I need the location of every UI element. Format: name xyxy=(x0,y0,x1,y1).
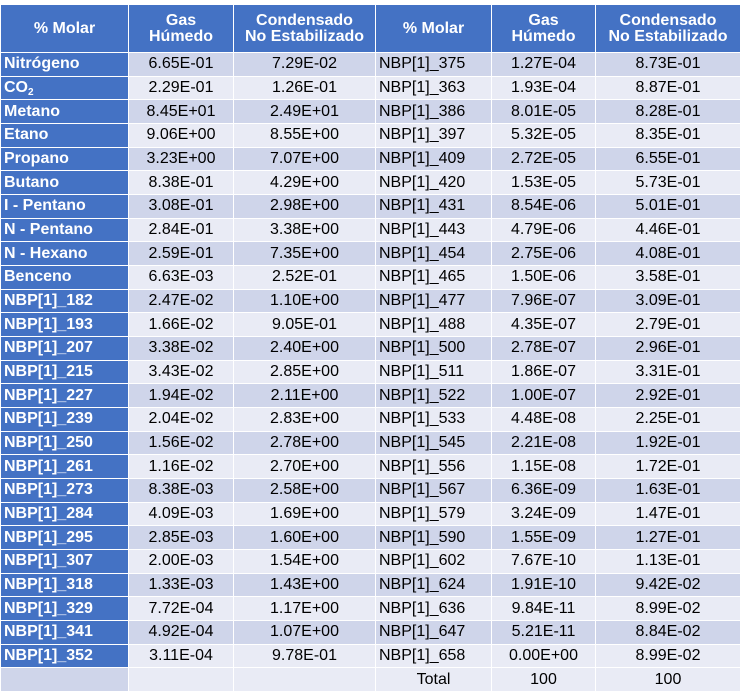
component-right: NBP[1]_567 xyxy=(376,479,492,503)
component-left: Benceno xyxy=(1,266,129,290)
gas-left: 3.38E-02 xyxy=(129,337,234,361)
table-row xyxy=(1,502,741,526)
condensado-right: 8.73E-01 xyxy=(596,53,741,77)
component-right: NBP[1]_409 xyxy=(376,147,492,171)
table-row xyxy=(1,455,741,479)
condensado-right: 1.47E-01 xyxy=(596,502,741,526)
gas-left: 3.11E-04 xyxy=(129,644,234,668)
component-left: NBP[1]_284 xyxy=(1,502,129,526)
condensado-right: 2.25E-01 xyxy=(596,408,741,432)
component-left: Etano xyxy=(1,124,129,148)
gas-left: 7.72E-04 xyxy=(129,597,234,621)
gas-left: 2.85E-03 xyxy=(129,526,234,550)
gas-right: 1.15E-08 xyxy=(492,455,596,479)
table-row xyxy=(1,289,741,313)
gas-left: 1.56E-02 xyxy=(129,431,234,455)
header-molar-left: % Molar xyxy=(1,5,129,53)
gas-right: 1.55E-09 xyxy=(492,526,596,550)
condensado-right: 2.79E-01 xyxy=(596,313,741,337)
component-right: NBP[1]_602 xyxy=(376,550,492,574)
condensado-right: 3.31E-01 xyxy=(596,360,741,384)
condensado-left: 1.07E+00 xyxy=(234,621,376,645)
condensado-right: 1.92E-01 xyxy=(596,431,741,455)
gas-right: 8.54E-06 xyxy=(492,195,596,219)
component-right: NBP[1]_363 xyxy=(376,76,492,100)
table-row xyxy=(1,644,741,668)
condensado-left: 2.83E+00 xyxy=(234,408,376,432)
condensado-right: 1.27E-01 xyxy=(596,526,741,550)
gas-right: 4.35E-07 xyxy=(492,313,596,337)
component-right: NBP[1]_465 xyxy=(376,266,492,290)
table-row xyxy=(1,360,741,384)
condensado-right: 4.08E-01 xyxy=(596,242,741,266)
table-row xyxy=(1,573,741,597)
component-right: NBP[1]_522 xyxy=(376,384,492,408)
gas-right: 1.93E-04 xyxy=(492,76,596,100)
condensado-right: 3.09E-01 xyxy=(596,289,741,313)
condensado-right: 8.84E-02 xyxy=(596,621,741,645)
condensado-right: 2.92E-01 xyxy=(596,384,741,408)
component-left: NBP[1]_193 xyxy=(1,313,129,337)
condensado-left: 9.05E-01 xyxy=(234,313,376,337)
component-right: NBP[1]_500 xyxy=(376,337,492,361)
condensado-right: 8.28E-01 xyxy=(596,100,741,124)
gas-right: 4.79E-06 xyxy=(492,218,596,242)
component-right: NBP[1]_590 xyxy=(376,526,492,550)
component-right: NBP[1]_488 xyxy=(376,313,492,337)
condensado-left: 1.17E+00 xyxy=(234,597,376,621)
gas-right: 1.53E-05 xyxy=(492,171,596,195)
component-left: NBP[1]_307 xyxy=(1,550,129,574)
condensado-left: 1.54E+00 xyxy=(234,550,376,574)
table-row xyxy=(1,124,741,148)
condensado-left: 1.69E+00 xyxy=(234,502,376,526)
total-label: Total xyxy=(376,668,492,692)
gas-right: 7.67E-10 xyxy=(492,550,596,574)
condensado-left: 2.70E+00 xyxy=(234,455,376,479)
gas-left: 4.09E-03 xyxy=(129,502,234,526)
gas-right: 1.50E-06 xyxy=(492,266,596,290)
total-blank-3 xyxy=(234,668,376,692)
condensado-right: 4.46E-01 xyxy=(596,218,741,242)
table-row xyxy=(1,408,741,432)
component-right: NBP[1]_658 xyxy=(376,644,492,668)
co2-subscript: 2 xyxy=(28,87,34,98)
gas-right: 3.24E-09 xyxy=(492,502,596,526)
table-row xyxy=(1,171,741,195)
table-row xyxy=(1,266,741,290)
condensado-right: 8.35E-01 xyxy=(596,124,741,148)
condensado-left: 2.58E+00 xyxy=(234,479,376,503)
table-body xyxy=(1,53,741,692)
total-row xyxy=(1,668,741,692)
gas-left: 2.59E-01 xyxy=(129,242,234,266)
component-left: Nitrógeno xyxy=(1,53,129,77)
table-row xyxy=(1,195,741,219)
condensado-left: 2.98E+00 xyxy=(234,195,376,219)
component-right: NBP[1]_397 xyxy=(376,124,492,148)
gas-right: 0.00E+00 xyxy=(492,644,596,668)
gas-left: 3.43E-02 xyxy=(129,360,234,384)
condensado-right: 9.42E-02 xyxy=(596,573,741,597)
condensado-left: 1.60E+00 xyxy=(234,526,376,550)
gas-right: 4.48E-08 xyxy=(492,408,596,432)
condensado-left: 2.11E+00 xyxy=(234,384,376,408)
component-right: NBP[1]_431 xyxy=(376,195,492,219)
gas-left: 4.92E-04 xyxy=(129,621,234,645)
condensado-left: 2.78E+00 xyxy=(234,431,376,455)
component-left: N - Pentano xyxy=(1,218,129,242)
table-row xyxy=(1,53,741,77)
header-gas-left: Gas Húmedo xyxy=(129,5,234,53)
condensado-right: 1.72E-01 xyxy=(596,455,741,479)
total-blank-1 xyxy=(1,668,129,692)
condensado-left: 2.40E+00 xyxy=(234,337,376,361)
component-left: N - Hexano xyxy=(1,242,129,266)
gas-right: 6.36E-09 xyxy=(492,479,596,503)
component-right: NBP[1]_647 xyxy=(376,621,492,645)
header-condensado-right: Condensado No Estabilizado xyxy=(596,5,741,53)
component-left: I - Pentano xyxy=(1,195,129,219)
component-co2 xyxy=(1,76,129,100)
gas-left: 2.84E-01 xyxy=(129,218,234,242)
component-left: NBP[1]_239 xyxy=(1,408,129,432)
gas-right: 1.00E-07 xyxy=(492,384,596,408)
component-left: Metano xyxy=(1,100,129,124)
component-right: NBP[1]_579 xyxy=(376,502,492,526)
condensado-right: 1.63E-01 xyxy=(596,479,741,503)
condensado-left: 7.35E+00 xyxy=(234,242,376,266)
total-blank-2 xyxy=(129,668,234,692)
component-right: NBP[1]_443 xyxy=(376,218,492,242)
table-row xyxy=(1,76,741,100)
total-gas: 100 xyxy=(492,668,596,692)
header-gas-right: Gas Húmedo xyxy=(492,5,596,53)
condensado-right: 8.99E-02 xyxy=(596,644,741,668)
table-row xyxy=(1,384,741,408)
component-right: NBP[1]_386 xyxy=(376,100,492,124)
condensado-left: 3.38E+00 xyxy=(234,218,376,242)
component-right: NBP[1]_556 xyxy=(376,455,492,479)
condensado-right: 2.96E-01 xyxy=(596,337,741,361)
co2-base: CO xyxy=(4,79,28,96)
table-row xyxy=(1,431,741,455)
component-right: NBP[1]_545 xyxy=(376,431,492,455)
gas-left: 3.08E-01 xyxy=(129,195,234,219)
gas-right: 1.27E-04 xyxy=(492,53,596,77)
gas-left: 6.65E-01 xyxy=(129,53,234,77)
header-molar-right: % Molar xyxy=(376,5,492,53)
total-condensado: 100 xyxy=(596,668,741,692)
component-right: NBP[1]_420 xyxy=(376,171,492,195)
condensado-left: 2.52E-01 xyxy=(234,266,376,290)
component-left: NBP[1]_352 xyxy=(1,644,129,668)
table-row xyxy=(1,337,741,361)
header-condensado-left: Condensado No Estabilizado xyxy=(234,5,376,53)
component-left: NBP[1]_227 xyxy=(1,384,129,408)
gas-right: 5.32E-05 xyxy=(492,124,596,148)
table-row xyxy=(1,218,741,242)
gas-left: 2.47E-02 xyxy=(129,289,234,313)
gas-left: 1.94E-02 xyxy=(129,384,234,408)
component-right: NBP[1]_511 xyxy=(376,360,492,384)
gas-left: 6.63E-03 xyxy=(129,266,234,290)
condensado-left: 8.55E+00 xyxy=(234,124,376,148)
condensado-left: 9.78E-01 xyxy=(234,644,376,668)
gas-right: 7.96E-07 xyxy=(492,289,596,313)
component-left: NBP[1]_318 xyxy=(1,573,129,597)
condensado-left: 1.26E-01 xyxy=(234,76,376,100)
component-right: NBP[1]_375 xyxy=(376,53,492,77)
gas-right: 2.72E-05 xyxy=(492,147,596,171)
condensado-left: 7.29E-02 xyxy=(234,53,376,77)
gas-left: 2.04E-02 xyxy=(129,408,234,432)
table-row xyxy=(1,479,741,503)
condensado-left: 4.29E+00 xyxy=(234,171,376,195)
component-left: NBP[1]_273 xyxy=(1,479,129,503)
condensado-left: 7.07E+00 xyxy=(234,147,376,171)
gas-left: 9.06E+00 xyxy=(129,124,234,148)
gas-left: 1.66E-02 xyxy=(129,313,234,337)
gas-right: 5.21E-11 xyxy=(492,621,596,645)
component-left: Propano xyxy=(1,147,129,171)
gas-right: 9.84E-11 xyxy=(492,597,596,621)
table-row xyxy=(1,242,741,266)
gas-right: 2.75E-06 xyxy=(492,242,596,266)
table-row xyxy=(1,621,741,645)
condensado-right: 8.99E-02 xyxy=(596,597,741,621)
gas-left: 2.00E-03 xyxy=(129,550,234,574)
condensado-left: 1.10E+00 xyxy=(234,289,376,313)
component-left: NBP[1]_207 xyxy=(1,337,129,361)
gas-right: 1.86E-07 xyxy=(492,360,596,384)
table-row xyxy=(1,526,741,550)
gas-left: 8.38E-03 xyxy=(129,479,234,503)
component-left: NBP[1]_329 xyxy=(1,597,129,621)
condensado-right: 5.01E-01 xyxy=(596,195,741,219)
component-right: NBP[1]_624 xyxy=(376,573,492,597)
condensado-right: 3.58E-01 xyxy=(596,266,741,290)
gas-left: 8.45E+01 xyxy=(129,100,234,124)
table-row xyxy=(1,100,741,124)
header-row xyxy=(1,5,741,53)
condensado-right: 1.13E-01 xyxy=(596,550,741,574)
gas-left: 1.33E-03 xyxy=(129,573,234,597)
condensado-right: 5.73E-01 xyxy=(596,171,741,195)
condensado-left: 2.49E+01 xyxy=(234,100,376,124)
gas-left: 8.38E-01 xyxy=(129,171,234,195)
condensado-right: 8.87E-01 xyxy=(596,76,741,100)
table-row xyxy=(1,313,741,337)
component-right: NBP[1]_636 xyxy=(376,597,492,621)
component-left: NBP[1]_215 xyxy=(1,360,129,384)
component-left: NBP[1]_261 xyxy=(1,455,129,479)
condensado-left: 1.43E+00 xyxy=(234,573,376,597)
component-right: NBP[1]_477 xyxy=(376,289,492,313)
gas-right: 8.01E-05 xyxy=(492,100,596,124)
component-right: NBP[1]_454 xyxy=(376,242,492,266)
table-row xyxy=(1,550,741,574)
table-row xyxy=(1,147,741,171)
gas-right: 1.91E-10 xyxy=(492,573,596,597)
gas-left: 2.29E-01 xyxy=(129,76,234,100)
component-left: NBP[1]_250 xyxy=(1,431,129,455)
table-row xyxy=(1,597,741,621)
component-left: Butano xyxy=(1,171,129,195)
component-right: NBP[1]_533 xyxy=(376,408,492,432)
gas-left: 3.23E+00 xyxy=(129,147,234,171)
condensado-left: 2.85E+00 xyxy=(234,360,376,384)
component-left: NBP[1]_295 xyxy=(1,526,129,550)
gas-right: 2.21E-08 xyxy=(492,431,596,455)
composition-table xyxy=(0,4,741,692)
condensado-right: 6.55E-01 xyxy=(596,147,741,171)
component-left: NBP[1]_182 xyxy=(1,289,129,313)
gas-right: 2.78E-07 xyxy=(492,337,596,361)
component-left: NBP[1]_341 xyxy=(1,621,129,645)
gas-left: 1.16E-02 xyxy=(129,455,234,479)
